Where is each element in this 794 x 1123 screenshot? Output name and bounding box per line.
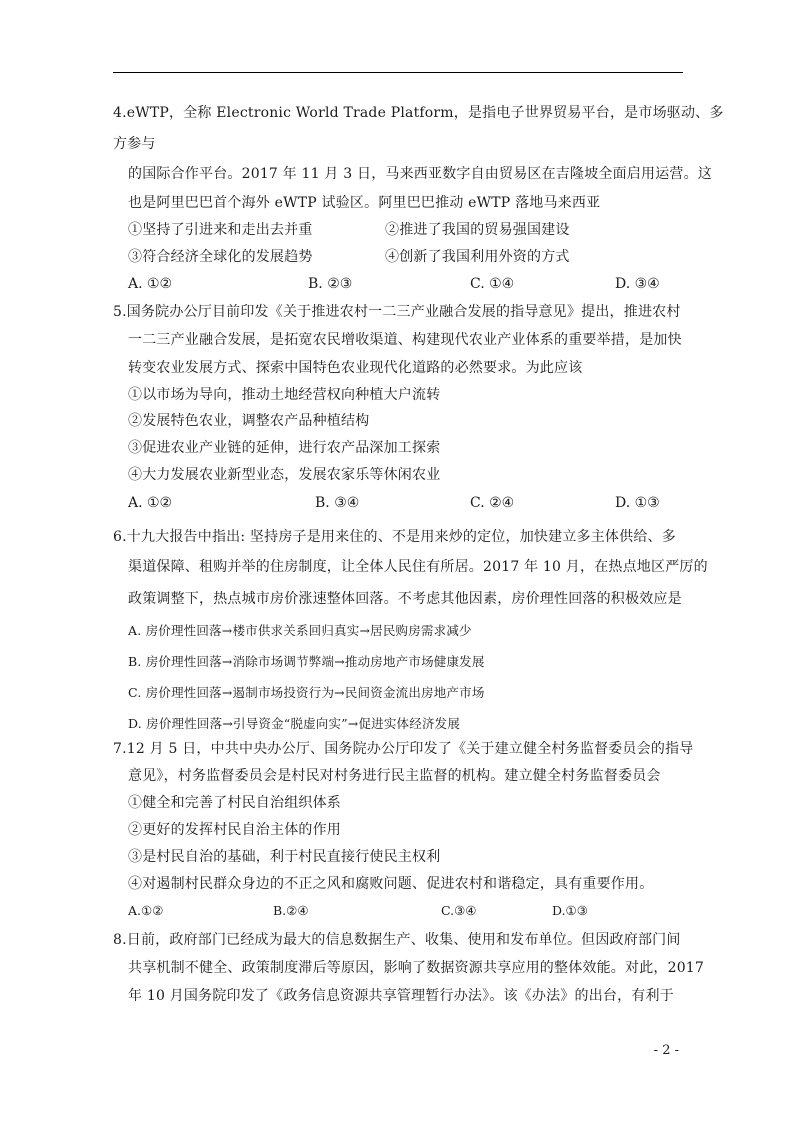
q7-option-d: D.①③ (552, 903, 588, 918)
q5-line-3: 转变农业发展方式、探索中国特色农业现代化道路的必然要求。为此应该 (128, 360, 583, 376)
q6-line-2: 渠道保障、租购并举的住房制度，让全体人民住有所居。2017 年 10 月，在热点地区严厉的 (128, 559, 708, 575)
q7-line-1: 7.12 月 5 日，中共中央办公厅、国务院办公厅印发了《关于建立健全村务监督委员会的指导 (113, 741, 694, 757)
q5-line-1: 5.国务院办公厅目前印发《关于推进农村一二三产业融合发展的指导意见》提出，推进农村 (113, 304, 681, 320)
q4-item-3: ③符合经济全球化的发展趋势 (128, 249, 313, 265)
q7-option-a: A.①② (128, 903, 164, 918)
q4-option-b: B. ②③ (308, 276, 353, 292)
q4-item-2: ②推进了我国的贸易强国建设 (385, 222, 570, 238)
q6-option-d: D. 房价理性回落→引导资金“脱虚向实”→促进实体经济发展 (128, 716, 461, 731)
q7-item-4: ④对遏制村民群众身边的不正之风和腐败问题、促进农村和谐稳定，具有重要作用。 (128, 876, 654, 892)
q5-option-c: C. ②④ (470, 495, 515, 511)
q4-option-d: D. ③④ (615, 276, 660, 292)
q7-item-2: ②更好的发挥村民自治主体的作用 (128, 822, 341, 838)
q4-line-4: 也是阿里巴巴首个海外 eWTP 试验区。阿里巴巴推动 eWTP 落地马来西亚 (128, 195, 601, 211)
q4-line-2: 方参与 (113, 136, 156, 152)
q5-option-d: D. ①③ (615, 495, 660, 511)
q7-line-2: 意见》，村务监督委员会是村民对村务进行民主监督的机构。建立健全村务监督委员会 (128, 768, 661, 784)
q4-item-1: ①坚持了引进来和走出去并重 (128, 222, 313, 238)
q4-option-a: A. ①② (128, 276, 173, 292)
q4-line-1: 4.eWTP，全称 Electronic World Trade Platform，是指电子世界贸易平台，是市场驱动、多 (113, 105, 724, 121)
q7-item-1: ①健全和完善了村民自治组织体系 (128, 795, 341, 811)
q8-line-1: 8.日前，政府部门已经成为最大的信息数据生产、收集、使用和发布单位。但因政府部门间 (113, 932, 681, 948)
q6-option-a: A. 房价理性回落→楼市供求关系回归真实→居民购房需求减少 (128, 623, 472, 638)
q7-item-3: ③是村民自治的基础，利于村民直接行使民主权利 (128, 849, 441, 865)
q4-line-3: 的国际合作平台。2017 年 11 月 3 日，马来西亚数字自由贸易区在吉隆坡全面启用运营。这 (128, 166, 712, 182)
q6-option-c: C. 房价理性回落→遏制市场投资行为→民间资金流出房地产市场 (128, 685, 485, 700)
q5-line-2: 一二三产业融合发展，是拓宽农民增收渠道、构建现代农业产业体系的重要举措，是加快 (128, 332, 682, 348)
q5-item-2: ②发展特色农业，调整农产品种植结构 (128, 413, 370, 429)
q8-line-2: 共享机制不健全、政策制度滞后等原因，影响了数据资源共享应用的整体效能。对此，2017 (128, 960, 705, 976)
q5-item-1: ①以市场为导向，推动土地经营权向种植大户流转 (128, 387, 441, 403)
q5-item-3: ③促进农业产业链的延伸，进行农产品深加工探索 (128, 440, 441, 456)
q4-item-4: ④创新了我国利用外资的方式 (385, 249, 570, 265)
q5-item-4: ④大力发展农业新型业态，发展农家乐等休闲农业 (128, 467, 441, 483)
q6-line-1: 6.十九大报告中指出: 坚持房子是用来住的、不是用来炒的定位，加快建立多主体供给、多 (113, 529, 676, 545)
header-rule (113, 72, 683, 73)
q5-option-a: A. ①② (128, 495, 173, 511)
q6-line-3: 政策调整下，热点城市房价涨速整体回落。不考虑其他因素，房价理性回落的积极效应是 (128, 591, 682, 607)
q8-line-3: 年 10 月国务院印发了《政务信息资源共享管理暂行办法》。该《办法》的出台，有利于 (128, 988, 674, 1004)
q5-option-b: B. ③④ (315, 495, 360, 511)
q7-option-c: C.③④ (441, 903, 477, 918)
page-number: - 2 - (653, 1043, 679, 1058)
q4-option-c: C. ①④ (470, 276, 515, 292)
q7-option-b: B.②④ (273, 903, 309, 918)
q6-option-b: B. 房价理性回落→消除市场调节弊端→推动房地产市场健康发展 (128, 654, 485, 669)
